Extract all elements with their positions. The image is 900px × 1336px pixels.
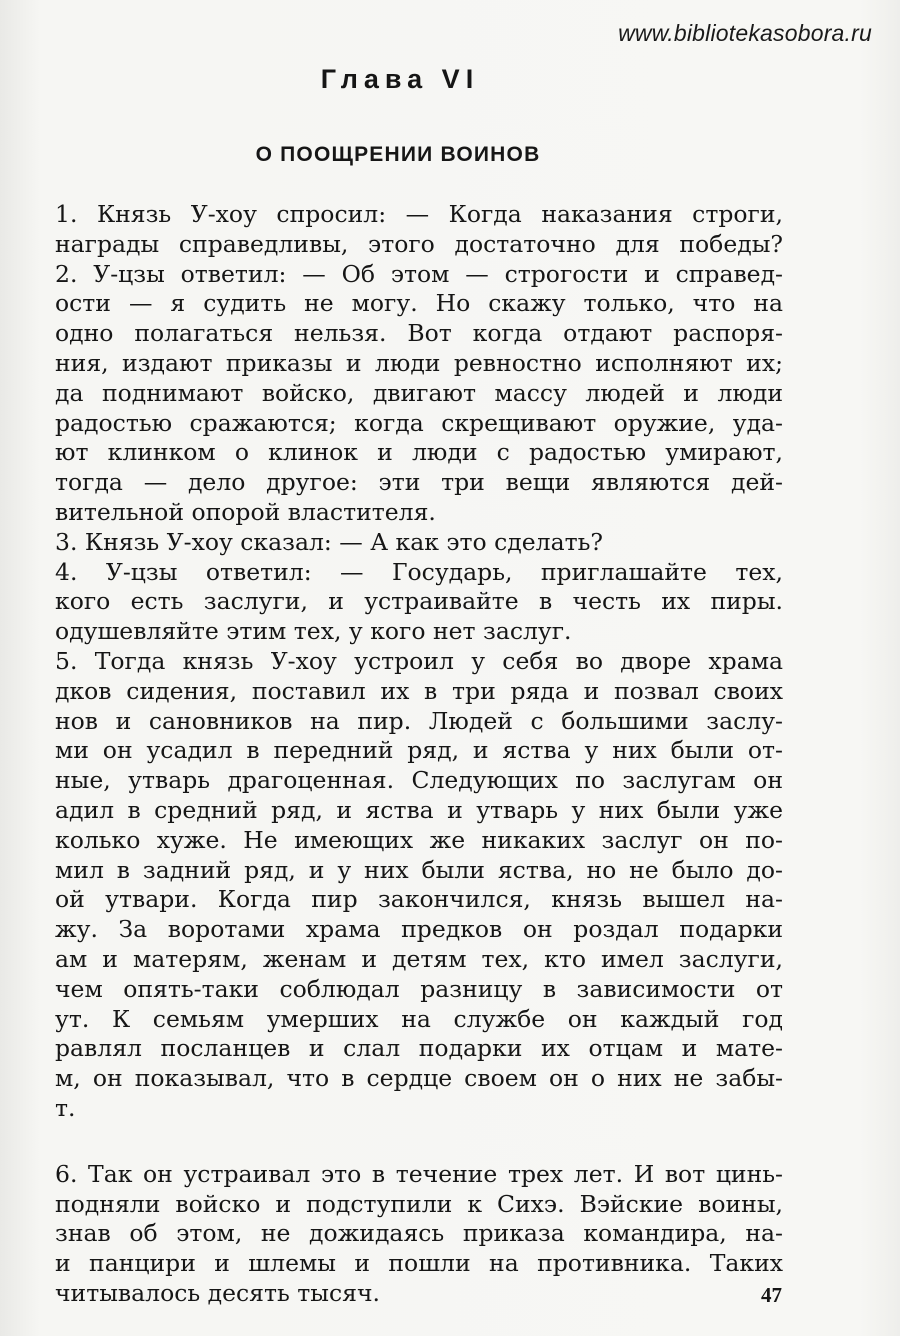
text-line: ные, утварь драгоценная. Следующих по заслугам он	[55, 766, 783, 795]
text-line: ут. К семьям умерших на службе он каждый год	[55, 1004, 783, 1033]
page-number: 47	[761, 1283, 782, 1307]
text-line: чем опять-таки соблюдал разницу в зависимости от	[55, 974, 783, 1003]
text-line: мил в задний ряд, и у них были яства, но не было до-	[55, 855, 783, 884]
text-line: и панцири и шлемы и пошли на противника. Таких	[55, 1249, 783, 1278]
text-line: равлял посланцев и слал подарки их отцам и мате-	[55, 1034, 783, 1063]
text-line: ой утвари. Когда пир закончился, князь вышел на-	[55, 885, 783, 914]
text-line: да поднимают войско, двигают массу людей и люди	[55, 378, 783, 407]
text-line: награды справедливы, этого достаточно для победы?	[55, 229, 783, 258]
text-line: читывалось десять тысяч.	[55, 1278, 380, 1307]
text-line: жу. За воротами храма предков он роздал подарки	[55, 915, 783, 944]
text-line: кого есть заслуги, и устраивайте в честь их пиры.	[55, 587, 783, 616]
text-line: ми он усадил в передний ряд, и яства у них были от-	[55, 736, 783, 765]
text-line: одушевляйте этим тех, у кого нет заслуг.	[55, 617, 572, 646]
paragraph-gap	[55, 1124, 783, 1160]
text-line: одно полагаться нельзя. Вот когда отдают распоря-	[55, 319, 783, 348]
text-line: колько хуже. Не имеющих же никаких заслуг он по-	[55, 825, 783, 854]
text-line: т.	[55, 1093, 76, 1122]
text-line: подняли войско и подступили к Сихэ. Вэйские воины,	[55, 1189, 783, 1218]
text-line: 5. Тогда князь У-хоу устроил у себя во дворе храма	[55, 646, 783, 675]
text-line: 3. Князь У-хоу сказал: — А как это сделать?	[55, 527, 604, 556]
text-line: ния, издают приказы и люди ревностно исполняют их;	[55, 348, 783, 377]
text-line: вительной опорой властителя.	[55, 497, 436, 526]
watermark-url: www.bibliotekasobora.ru	[618, 20, 872, 46]
text-line: 6. Так он устраивал это в течение трех лет. И вот цинь-	[55, 1159, 783, 1188]
section-title: О ПООЩРЕНИИ ВОИНОВ	[255, 143, 541, 166]
body-text	[55, 200, 783, 1309]
text-line: нов и сановников на пир. Людей с большими заслу-	[55, 706, 783, 735]
text-line: 1. Князь У-хоу спросил: — Когда наказания строги,	[55, 200, 783, 228]
text-line: тогда — дело другое: эти три вещи являются дей-	[55, 468, 783, 497]
text-line: ости — я судить не могу. Но скажу только, что на	[55, 289, 783, 318]
text-line: знав об этом, не дожидаясь приказа командира, на-	[55, 1219, 783, 1248]
text-line: ам и матерям, женам и детям тех, кто имел заслуги,	[55, 944, 783, 973]
text-line: адил в средний ряд, и яства и утварь у них были уже	[55, 795, 783, 824]
text-line: радостью сражаются; когда скрещивают оружие, уда-	[55, 408, 783, 437]
text-line: 2. У-цзы ответил: — Об этом — строгости и справед-	[55, 259, 783, 288]
text-line: 4. У-цзы ответил: — Государь, приглашайте тех,	[55, 557, 783, 586]
chapter-heading: Глава VI	[320, 64, 480, 94]
text-line: м, он показывал, что в сердце своем он о них не забы-	[55, 1064, 783, 1093]
text-line: ют клинком о клинок и люди с радостью умирают,	[55, 438, 783, 467]
text-line: дков сидения, поставил их в три ряда и позвал своих	[55, 676, 783, 705]
